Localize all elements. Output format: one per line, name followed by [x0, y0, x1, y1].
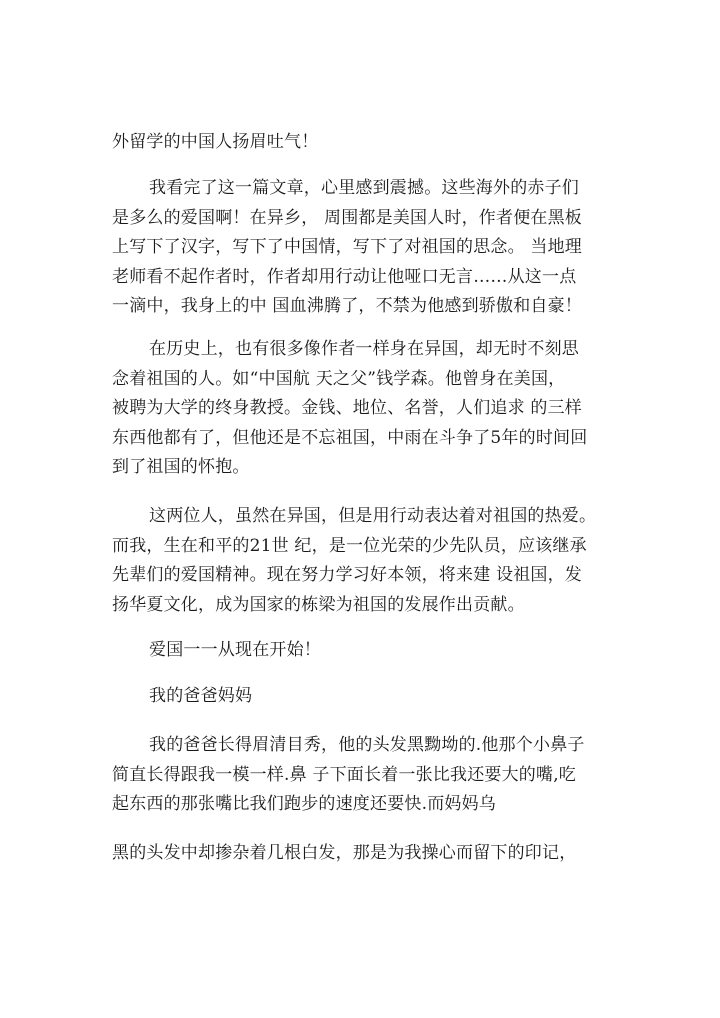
text-line: 是多么的爱国啊！在异乡， 周围都是美国人时，作者便在黑板: [112, 207, 583, 228]
text-line: 这两位人，虽然在异国，但是用行动表达着对祖国的热爱。: [149, 506, 597, 526]
paragraph-mother: [112, 839, 632, 869]
paragraph-conclusion: [112, 502, 632, 620]
text-line: 起东西的那张嘴比我们跑步的速度还要快.而妈妈乌: [112, 794, 497, 814]
text-line: 东西他都有了，但他还是不忘祖国，中雨在斗争了5年的时间回: [112, 427, 588, 448]
paragraph-history: [112, 335, 632, 483]
text-line: 而我，生在和平的21世 纪，是一位光荣的少先队员，应该继承: [112, 535, 587, 556]
text-line: 黑的头发中却掺杂着几根白发，那是为我操心而留下的印记，: [112, 843, 577, 863]
paragraph-reflection: [112, 174, 632, 322]
text-line: 扬华夏文化，成为国家的栋梁为祖国的发展作出贡献。: [112, 594, 525, 615]
text-line: 简直长得跟我一模一样.鼻 子下面长着一张比我还要大的嘴,吃: [112, 764, 577, 785]
essay-title: [112, 682, 632, 712]
text-line: 到了祖国的怀抱。: [112, 457, 250, 477]
text-line: 先辈们的爱国精神。现在努力学习好本领，将来建 设祖国，发: [112, 565, 583, 585]
paragraph-intro-fragment: [112, 128, 632, 158]
text-line: 在历史上，也有很多像作者一样身在异国，却无时不刻思: [149, 339, 579, 359]
text-line: 老师看不起作者时，作者却用行动让他哑口无言……从这一点: [112, 266, 577, 287]
text-line: 爱国一一从现在开始！: [149, 640, 321, 660]
paragraph-slogan: [112, 636, 632, 666]
text-line: 我看完了这一篇文章，心里感到震撼。这些海外的赤子们: [149, 178, 579, 198]
text-line: 被聘为大学的终身教授。金钱、地位、名誉，人们追求 的三样: [112, 398, 583, 418]
text-line: 外留学的中国人扬眉吐气！: [112, 132, 319, 152]
paragraph-parents: [112, 731, 632, 820]
text-line: 我的爸爸妈妈: [149, 686, 253, 706]
text-line: 念着祖国的人。如“中国航 天之父”钱学森。他曾身在美国，: [112, 368, 566, 389]
text-line: 一滴中，我身上的中 国血沸腾了，不禁为他感到骄傲和自豪！: [112, 296, 583, 316]
text-line: 上写下了汉字，写下了中国情，写下了对祖国的思念。 当地理: [112, 237, 583, 257]
text-line: 我的爸爸长得眉清目秀，他的头发黑黝坳的.他那个小鼻子: [149, 735, 585, 755]
